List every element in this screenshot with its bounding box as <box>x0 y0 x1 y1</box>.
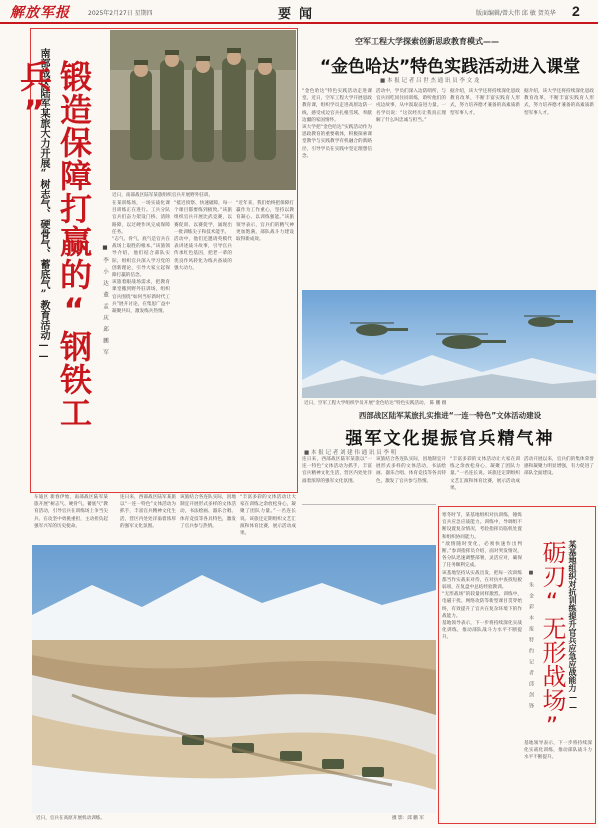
paragraph: 活动中，学员们深入边防哨所，与官兵同吃同住同训练，聆听他们的戍边故事，从中汲取奋进力量。一名学员说：“这次经历让我真正理解了什么叫忠诚与担当。” <box>376 89 446 123</box>
landscape-photo-caption: 近日，官兵在高原开展机动训练。 <box>36 816 105 821</box>
paragraph: 该大学把“金色哈达”实践活动作为思政教育的重要载体，积极探索课堂教学与实践教学有机融合的新路径，引导学员在实践中坚定理想信念。 <box>302 125 372 159</box>
paragraph: 连日来，西部战区陆军某旅以“一连一特色”文体活动为抓手，丰富官兵精神文化生活，营区内处处洋溢着浓厚的强军文化氛围。 <box>302 457 372 484</box>
paragraph: 该旅结合各连队实际，因地制宜开展形式多样的文体活动，书法绘画、器乐合唱、体育竞技等各具特色，激发了官兵参与热情。 <box>376 457 446 484</box>
helicopters-image <box>302 290 596 398</box>
mid-column-1 <box>302 456 372 504</box>
helicopter-photo <box>302 290 596 398</box>
paragraph: “志气、骨气、底气是官兵在战场上取胜的根本。”该旅领导介绍，他们结合部队实际，组织官兵深入学习党的创新理论，引导大家立起保障打赢的信念。 <box>112 237 170 279</box>
mid-column-4 <box>524 456 594 504</box>
top-right-column-2 <box>376 88 446 288</box>
landscape-photo-credit: 摄 影：邱 鹏 军 <box>392 816 424 821</box>
paragraph: 活动中，他们还邀请英模代表讲述战斗故事，引导官兵传承红色基因，把老一辈的优良作风转化为练兵备战的强大动力。 <box>174 237 232 271</box>
top-right-byline: ■ 本 报 记 者 吕 世 杰 通 讯 员 李 文 龙 <box>380 78 480 84</box>
paragraph: 该旅结合各连队实际，因地制宜开展形式多样的文体活动，书法绘画、器乐合唱、体育竞技等各具特色，激发了官兵参与热情。 <box>180 495 236 529</box>
paragraph: “近年来，我们始终把保障打赢作为工作重心，坚持以教育凝心、以训练强能。”该旅领导表示，官兵们的精气神更加饱满，部队战斗力建设取得新成效。 <box>236 201 294 243</box>
right-article-byline: ■ 朱 金 彩 本 报 特 约 记 者 邱 剑 锋 <box>528 570 534 708</box>
bottom-mid-column-2 <box>180 494 236 542</box>
left-article-byline: ■ 李 小 达 董 孟 庆 邱 鹏 军 <box>102 245 108 355</box>
paragraph: 据介绍，该大学还将持续深化思政教育改革，不断丰富实践育人形式，努力培养德才兼备的高素质新型军事人才。 <box>524 89 594 116</box>
mid-article-byline: ■ 本 报 记 者 刘 建 伟 通 讯 员 李 明 <box>304 450 397 456</box>
top-right-column-1 <box>302 88 372 288</box>
right-article-column-2 <box>524 740 592 820</box>
paragraph: 该旅着眼战场需求，把教育课堂搬到野外驻训场，组织官兵围绕“如何当好新时代工兵”展开讨论，在集思广益中凝聚共识，激发练兵热情。 <box>112 280 170 315</box>
paragraph: 寒冬时节，某基地组织对抗训练，锤炼官兵应急应战能力。训练中，导调组不断设置复杂情况，考验指挥员临机处置和组织协同能力。 <box>442 513 522 540</box>
paragraph: “丰富多彩的文体活动让大家在训练之余放松身心，凝聚了团队力量。”一名连长说。该旅还定期组织文艺汇演和体育比赛，展示活动成果。 <box>450 457 520 491</box>
bottom-mid-column-3 <box>240 494 296 542</box>
paragraph: “金色哈达”特色实践活动走进课堂。近日，空军工程大学开展思政教育课，组织学员走进高原边防一线，感受戍边官兵扎根雪域、奉献边疆的家国情怀。 <box>302 89 372 123</box>
left-article-intro <box>34 494 108 540</box>
paragraph: 车迪区 新春伊始，南部战区陆军某旅开展“树志气、硬骨气、蓄底气”教育活动，引导官兵在训练场上争当尖兵、在攻坚中勇挑重担，主动担负起强军兴军的历史使命。 <box>34 495 108 529</box>
section-divider <box>302 504 436 505</box>
paragraph: “抵近侦察、快速破障，每一个课目都要练到极致。”该旅组织官兵开展比武竞赛，以赛促训、以赛促学，涌现出一批训练尖子和技术能手。 <box>174 201 232 235</box>
right-article-kicker: 某基地组织对抗训练提升官兵应急应战能力—— <box>568 540 578 712</box>
paragraph: 基地领导表示，下一步将持续深化实战化训练，推动部队战斗力水平不断提升。 <box>442 621 522 641</box>
mid-column-3 <box>450 456 520 504</box>
left-photo-caption: 近日，南部战区陆军某旅组织官兵开展野外驻训。 <box>112 193 214 198</box>
paragraph: 该基地坚持从实战出发，把每一次训练都当作实战来对待，在对抗中查找短板弱项，在复盘中总结经验教训。 <box>442 570 522 591</box>
paragraph: 连日来，西部战区陆军某旅以“一连一特色”文体活动为抓手，丰富官兵精神文化生活，营区内处处洋溢着浓厚的强军文化氛围。 <box>120 495 176 529</box>
top-right-column-4 <box>524 88 594 288</box>
paragraph: 据介绍，该大学还将持续深化思政教育改革，不断丰富实践育人形式，努力培养德才兼备的高素质新型军事人才。 <box>450 89 520 116</box>
landscape-photo <box>32 545 436 813</box>
page-number: 2 <box>572 3 580 19</box>
paragraph: 在某训练场，一场实战化课目训练正在进行。工兵分队官兵们奋力架设门桥、清除路障，以过硬作风完成保障任务。 <box>112 201 170 235</box>
mid-column-2 <box>376 456 446 504</box>
newspaper-masthead: 解放军报 <box>10 5 70 21</box>
right-article-title: 砺刃“无形战场” <box>538 540 566 740</box>
paragraph: 基地领导表示，下一步将持续深化实战化训练，推动部队战斗力水平不断提升。 <box>524 741 592 761</box>
paragraph: “敌情随时变化，必须快速作出判断。”参训指挥员介绍，面对突发情况，各分队迅速调整部署，灵活应对，确保了任务顺利完成。 <box>442 541 522 569</box>
issue-date: 2025年2月27日 星期四 <box>88 10 153 17</box>
left-article-column-1 <box>112 200 170 390</box>
mid-article-title: 强军文化提振官兵精气神 <box>345 429 555 449</box>
right-article-column-1 <box>442 512 522 820</box>
paragraph: “丰富多彩的文体活动让大家在训练之余放松身心，凝聚了团队力量。”一名连长说。该旅还定期组织文艺汇演和体育比赛，展示活动成果。 <box>240 495 296 537</box>
top-right-sup-title: 空军工程大学探索创新思政教育模式—— <box>355 37 499 46</box>
left-article-title: 锻造保障打赢的“钢铁工兵” <box>15 60 93 429</box>
left-article-column-2 <box>174 200 232 485</box>
paragraph: 活动开展以来，官兵们的集体荣誉感和凝聚力明显增强，有力促进了部队全面建设。 <box>524 457 594 477</box>
vehicles-in-snow-image <box>32 545 436 813</box>
section-title: 要闻 <box>278 7 321 22</box>
helicopter-photo-caption: 近日，空军工程大学组织学员开展“金色哈达”特色实践活动。 陈 鹏 摄 <box>304 401 447 406</box>
top-right-title: “金色哈达”特色实践活动进入课堂 <box>319 57 581 77</box>
left-article-column-3 <box>236 200 294 485</box>
paragraph: “无形战场”的较量同样激烈。训练中，电磁干扰、网络攻防等新型课目贯穿始终，有效提升了官兵在复杂环境下的作战能力。 <box>442 592 522 619</box>
page-header <box>0 0 598 24</box>
left-article-photo <box>110 30 296 190</box>
soldiers-photo <box>110 30 296 190</box>
bottom-mid-column-1 <box>120 494 176 542</box>
left-article-kicker: 南部战区陆军某旅大力开展“树志气、硬骨气、蓄底气”教育活动—— <box>38 48 49 362</box>
page-editors: 版面编辑/曾大伟 邱 敏 贺英华 <box>476 10 556 17</box>
mid-article-sup-title: 西部战区陆军某旅扎实推进“一连一特色”文体活动建设 <box>358 411 542 420</box>
top-right-column-3 <box>450 88 520 288</box>
